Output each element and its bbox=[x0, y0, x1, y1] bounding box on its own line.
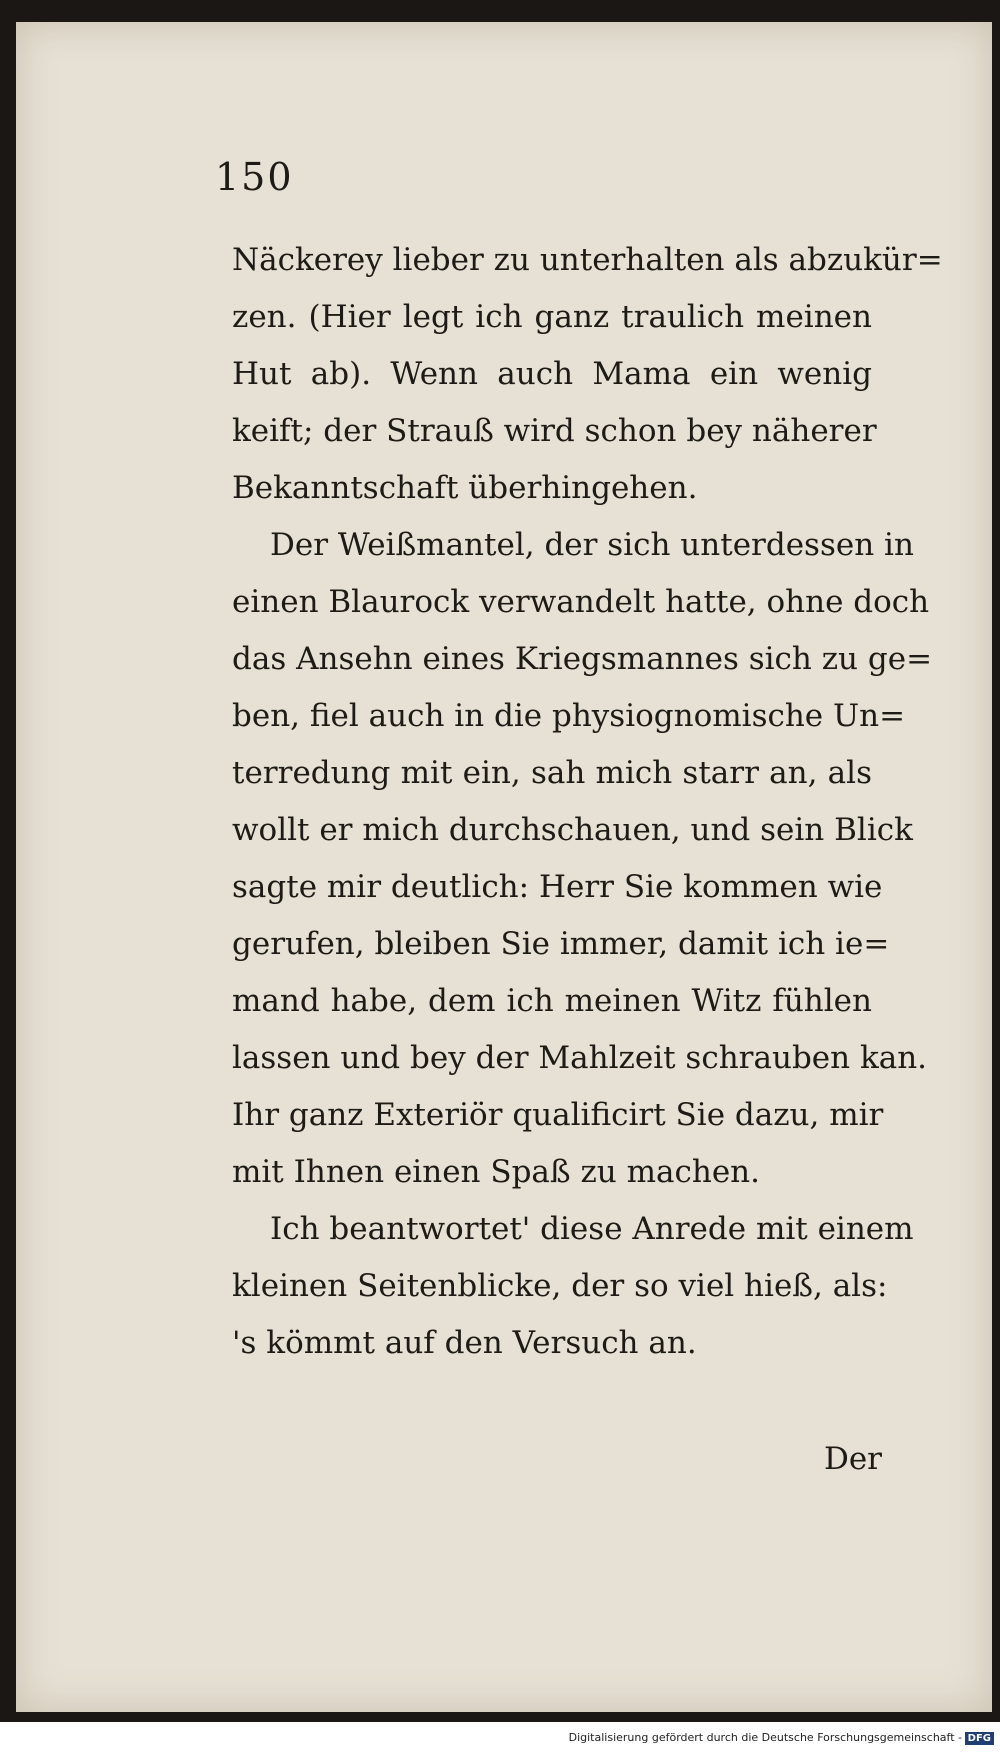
digitization-credit: Digitalisierung gefördert durch die Deutsche Forschungsgemeinschaft - bbox=[568, 1731, 962, 1744]
text-line: mit Ihnen einen Spaß zu machen. bbox=[232, 1154, 760, 1190]
text-line: einen Blaurock verwandelt hatte, ohne doch bbox=[232, 584, 930, 620]
footer-bar bbox=[0, 1722, 1000, 1752]
text-line: Ich beantwortet' diese Anrede mit einem bbox=[270, 1211, 914, 1247]
text-line: keift; der Strauß wird schon bey näherer bbox=[232, 413, 877, 449]
text-line: Ihr ganz Exteriör qualificirt Sie dazu, mir bbox=[232, 1097, 884, 1133]
text-line: Der Weißmantel, der sich unterdessen in bbox=[270, 527, 914, 563]
page-number: 150 bbox=[215, 155, 294, 199]
text-line: kleinen Seitenblicke, der so viel hieß, als: bbox=[232, 1268, 888, 1304]
text-line: Hut ab). Wenn auch Mama ein wenig bbox=[232, 356, 872, 392]
body-text bbox=[232, 232, 943, 1372]
text-line: sagte mir deutlich: Herr Sie kommen wie bbox=[232, 869, 883, 905]
text-line: 's kömmt auf den Versuch an. bbox=[232, 1325, 697, 1361]
text-line: gerufen, bleiben Sie immer, damit ich ie= bbox=[232, 926, 890, 962]
text-line: das Ansehn eines Kriegsmannes sich zu ge= bbox=[232, 641, 933, 677]
text-line: Bekanntschaft überhingehen. bbox=[232, 470, 698, 506]
text-line: Näckerey lieber zu unterhalten als abzukür= bbox=[232, 242, 943, 278]
text-line: terredung mit ein, sah mich starr an, als bbox=[232, 755, 872, 791]
text-line: ben, fiel auch in die physiognomische Un= bbox=[232, 698, 906, 734]
text-line: zen. (Hier legt ich ganz traulich meinen bbox=[232, 299, 872, 335]
text-line: mand habe, dem ich meinen Witz fühlen bbox=[232, 983, 872, 1019]
text-line: lassen und bey der Mahlzeit schrauben kan. bbox=[232, 1040, 928, 1076]
dfg-logo: DFG bbox=[965, 1732, 994, 1745]
text-line: wollt er mich durchschauen, und sein Blick bbox=[232, 812, 913, 848]
catchword: Der bbox=[823, 1441, 882, 1477]
